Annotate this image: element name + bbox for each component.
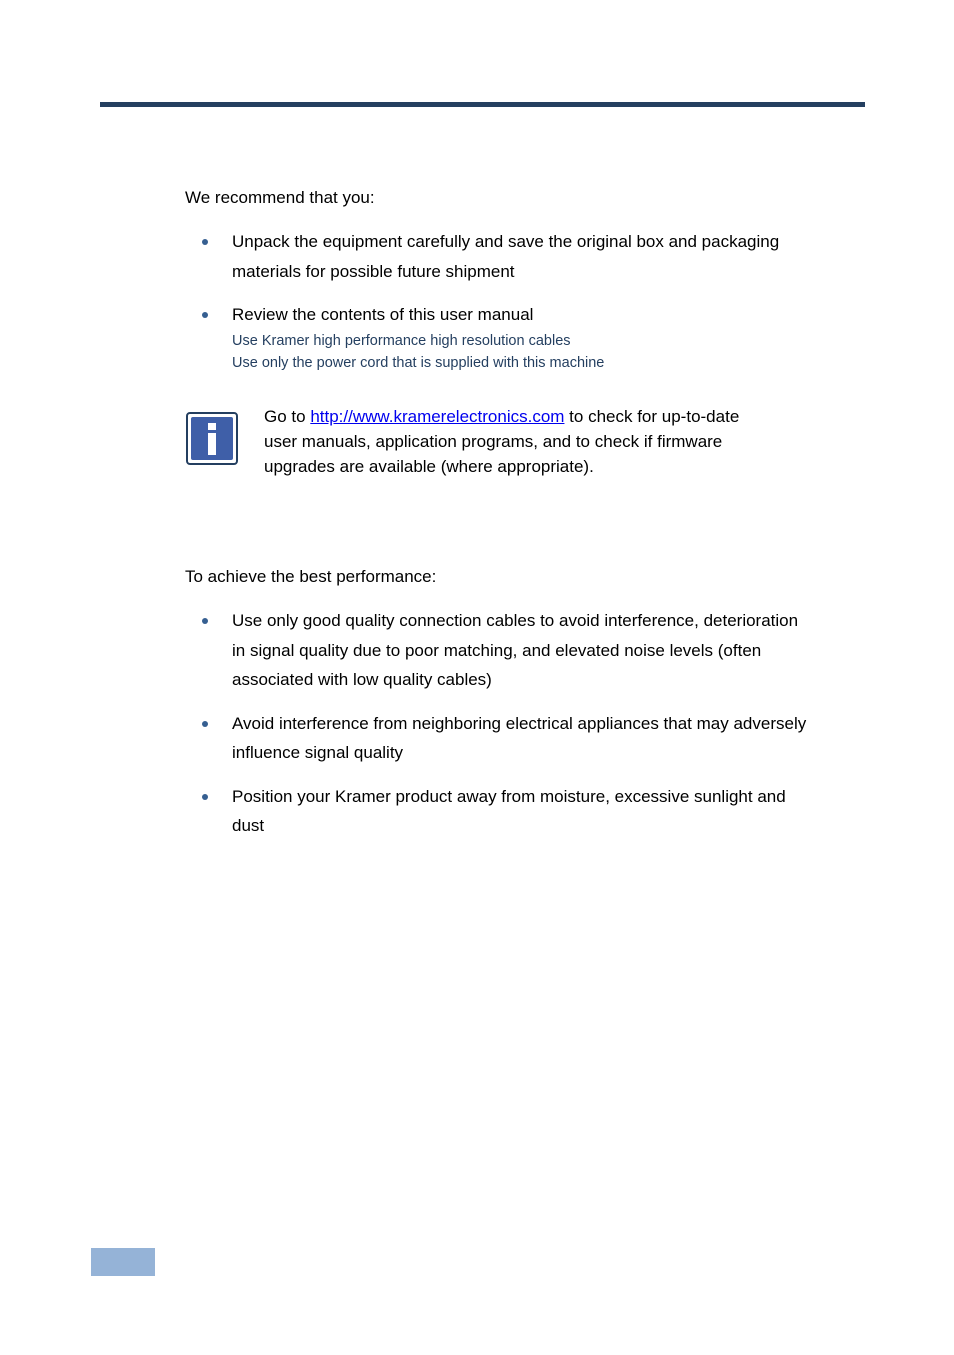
intro-performance: To achieve the best performance: <box>185 567 437 586</box>
bullet-icon <box>202 312 208 318</box>
list-item-line: influence signal quality <box>232 743 404 762</box>
header-rule <box>100 102 865 107</box>
list-item <box>185 782 865 841</box>
info-line: user manuals, application programs, and to check if firmware <box>264 432 723 451</box>
info-suffix: to check for up-to-date <box>564 407 740 426</box>
info-line: upgrades are available (where appropriate). <box>264 457 594 476</box>
list-item-line: in signal quality due to poor matching, and elevated noise levels (often <box>232 640 762 660</box>
sub-notes <box>232 331 604 374</box>
list-item-line: associated with low quality cables) <box>232 670 492 689</box>
info-icon <box>186 412 238 465</box>
intro-recommend: We recommend that you: <box>185 188 375 207</box>
list-item <box>185 227 865 286</box>
recommend-list <box>185 227 865 330</box>
list-item-line: Review the contents of this user manual <box>232 305 534 324</box>
list-item-line: Avoid interference from neighboring electrical appliances that may adversely <box>232 713 807 733</box>
bullet-icon <box>202 721 208 727</box>
info-note <box>264 404 824 479</box>
list-item <box>185 300 865 330</box>
bullet-icon <box>202 239 208 245</box>
page-number-tab <box>91 1248 155 1276</box>
list-item <box>185 709 865 768</box>
sub-note: Use Kramer high performance high resolution cables <box>232 333 571 349</box>
list-item-line: dust <box>232 816 265 835</box>
list-item-line: Unpack the equipment carefully and save the original box and packaging <box>232 232 780 251</box>
list-item-line: Position your Kramer product away from moisture, excessive sunlight and <box>232 786 786 806</box>
kramer-website-link[interactable]: http://www.kramerelectronics.com <box>310 407 565 426</box>
list-item <box>185 606 865 695</box>
bullet-icon <box>202 618 208 624</box>
sub-note: Use only the power cord that is supplied with this machine <box>232 354 605 371</box>
list-item-line: Use only good quality connection cables to avoid interference, deterioration <box>232 611 799 630</box>
list-item-line: materials for possible future shipment <box>232 261 515 281</box>
performance-list <box>185 606 865 841</box>
bullet-icon <box>202 794 208 800</box>
info-prefix: Go to <box>264 407 311 426</box>
